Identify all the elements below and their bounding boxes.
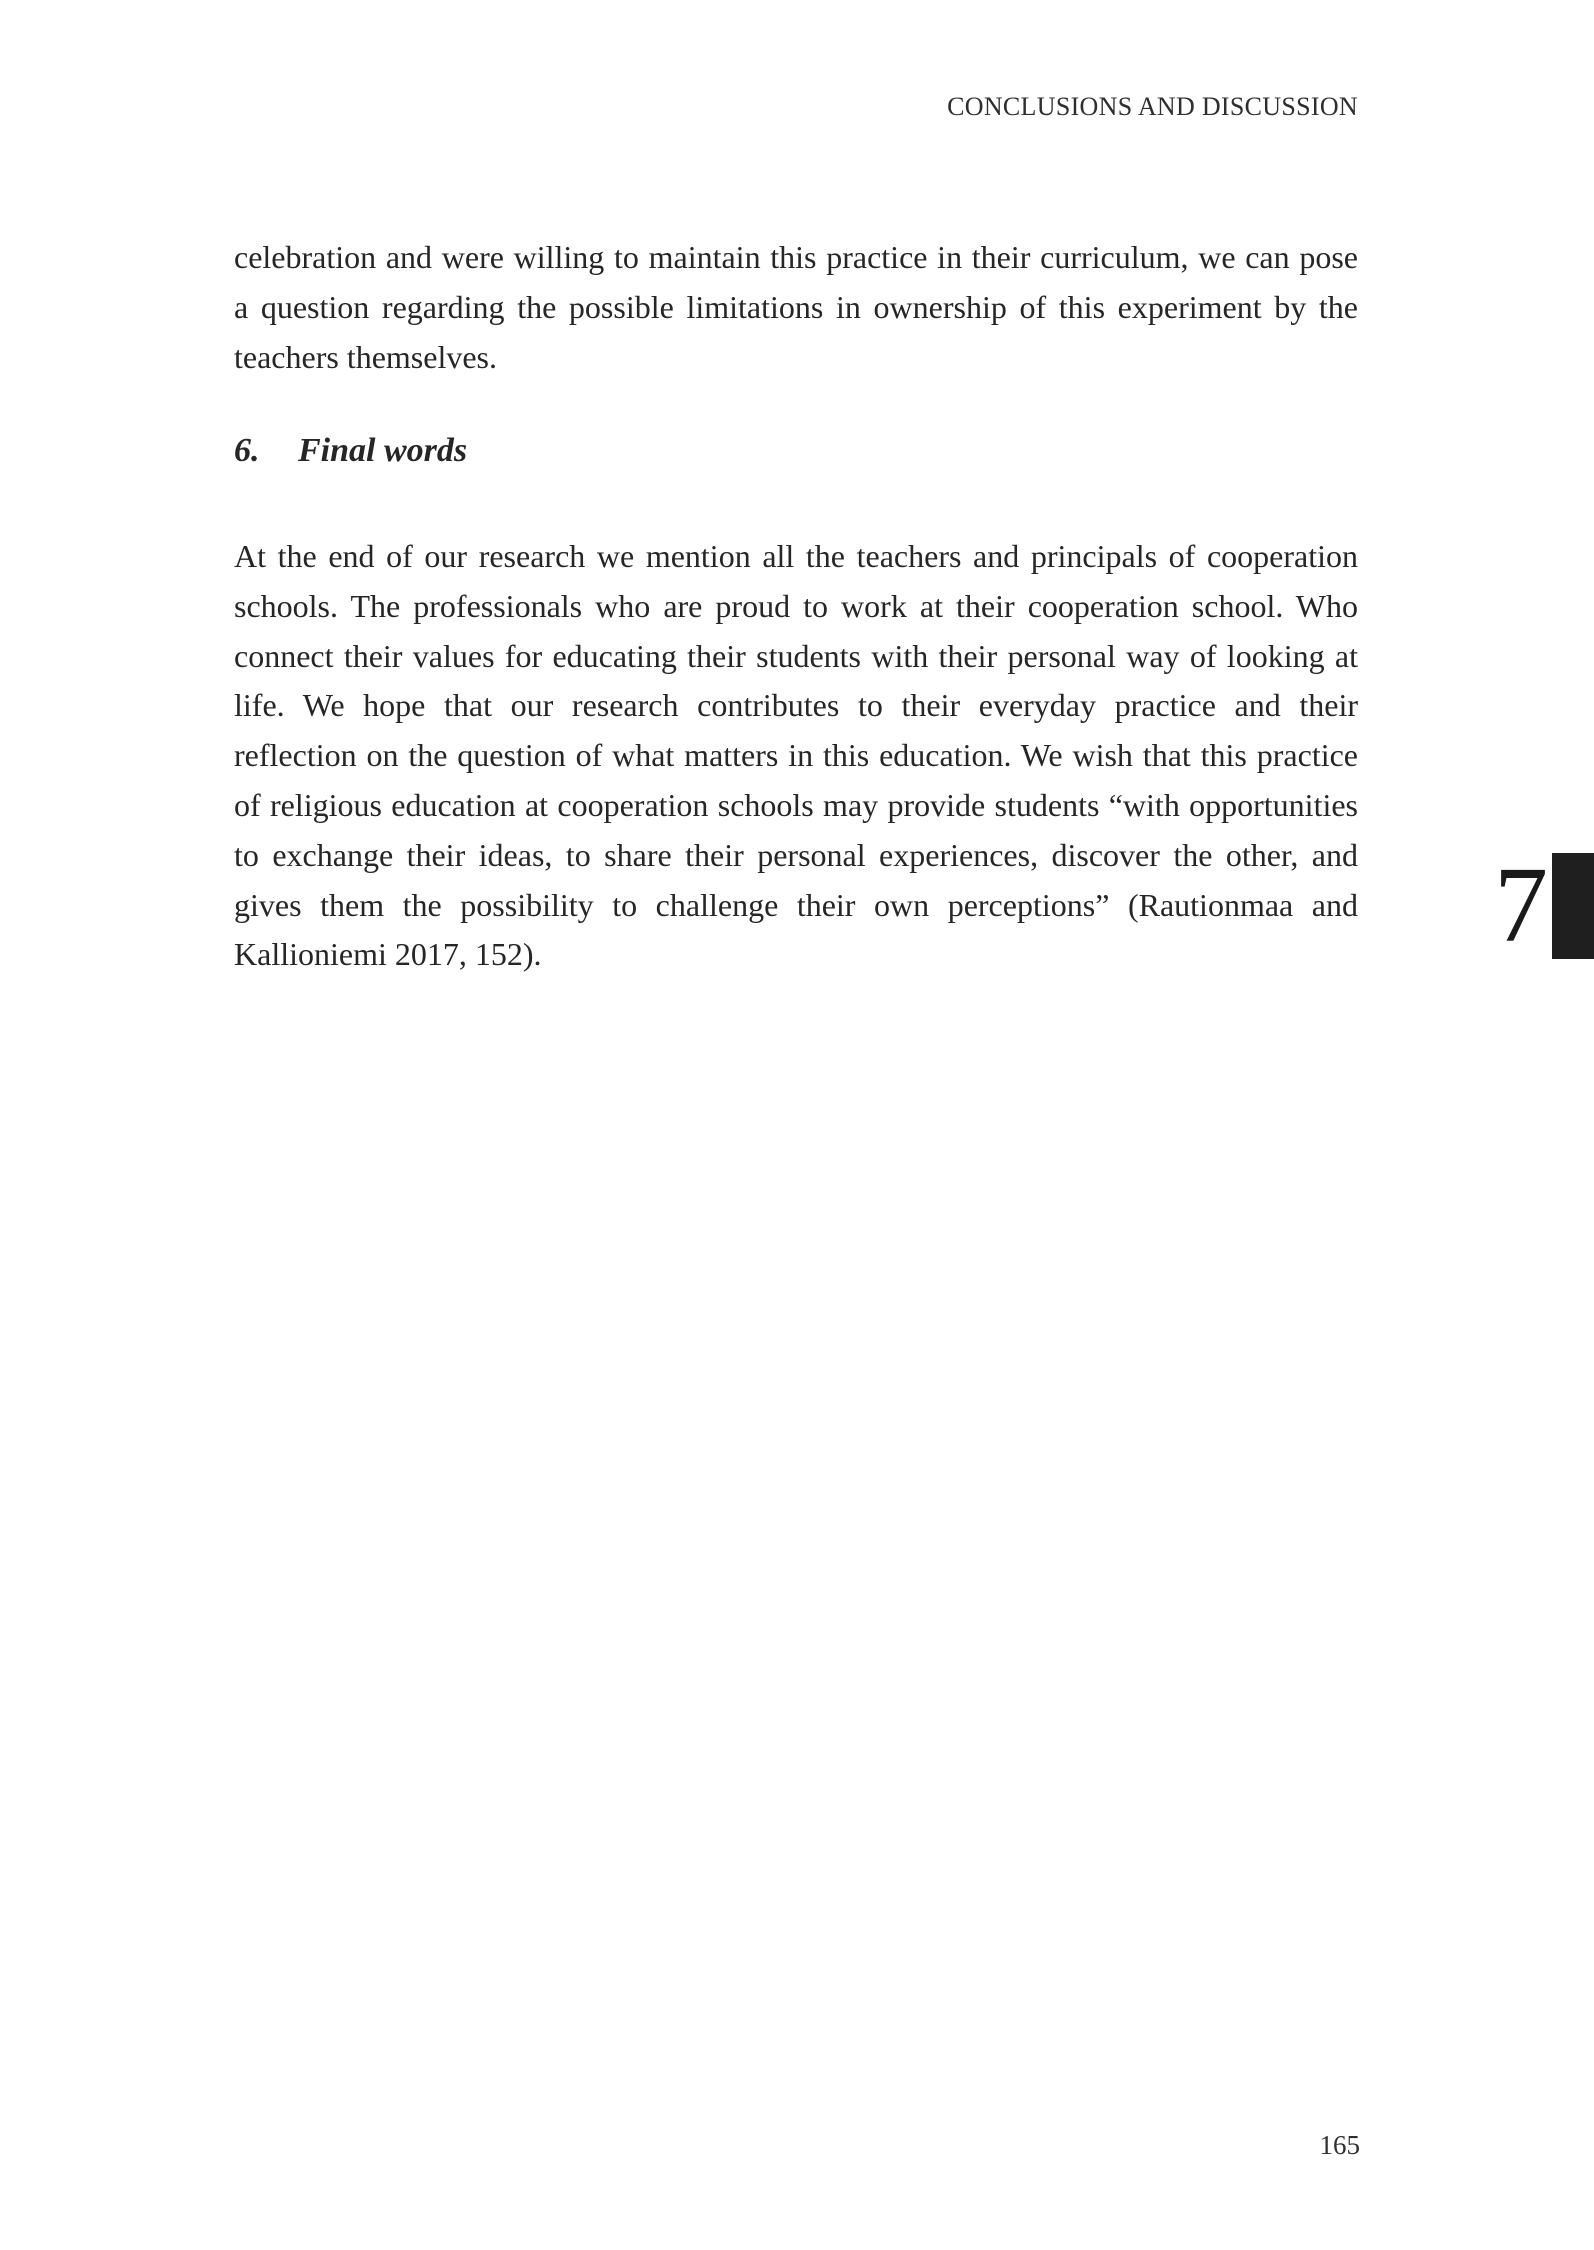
chapter-tab	[1494, 846, 1594, 965]
section-title: Final words	[298, 432, 468, 469]
section-number: 6.	[234, 432, 260, 469]
chapter-bar	[1552, 853, 1594, 959]
page-number: 165	[1319, 2130, 1360, 2160]
paragraph-continuation: celebration and were willing to maintain this practice in their curriculum, we can pose a question regarding the possible limitations in ownership of this experiment by the teachers themselves.	[234, 239, 1358, 375]
chapter-number: 7	[1494, 846, 1548, 965]
running-header: CONCLUSIONS AND DISCUSSION	[947, 92, 1358, 121]
section-heading	[234, 432, 467, 470]
paragraph-final-words: At the end of our research we mention all the teachers and principals of cooperation schools. The professionals who are proud to work at their cooperation school. Who connect their values for educating their students with their personal way of looking at life. We hope that our research contributes to their everyday practice and their reflection on the question of what matters in this education. We wish that this practice of religious education at cooperation schools may provide students “with opportunities to exchange their ideas, to share their personal experiences, discover the other, and gives them the possibility to challenge their own perceptions” (Rautionmaa and Kallioniemi 2017, 152).	[234, 538, 1358, 973]
